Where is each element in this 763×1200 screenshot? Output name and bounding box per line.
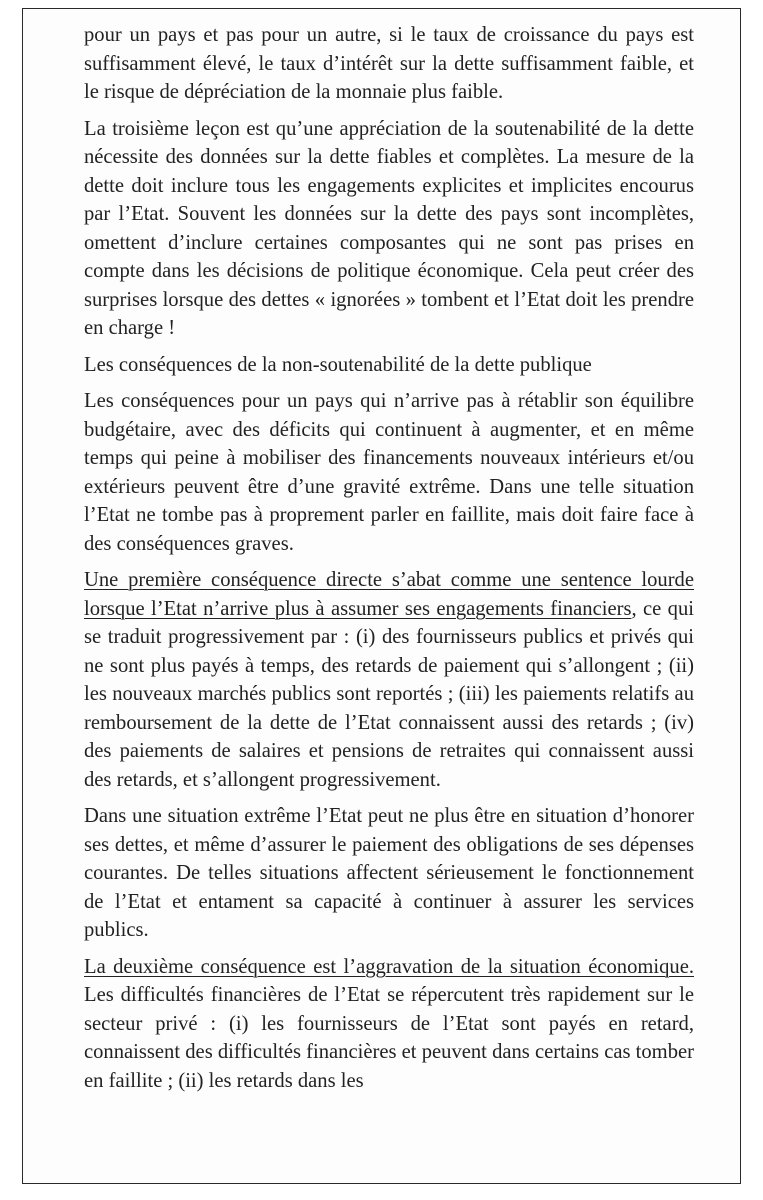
first-consequence-underlined: Une première conséquence directe s’abat comme une sentence lourde lorsque l’Etat n’arrive plus à assumer ses engagements financiers	[84, 569, 694, 620]
text-column	[84, 21, 694, 1103]
paragraph-extreme-situation: Dans une situation extrême l’Etat peut ne plus être en situation d’honorer ses dettes, et même d’assurer le paiement des obligations de ses dépenses courantes. De telles situations affectent sérieusement le fonctionnement de l’Etat et entament sa capacité à continuer à assurer les services publics.	[84, 805, 694, 941]
paragraph-second-consequence	[84, 953, 694, 1096]
paragraph-continuation: pour un pays et pas pour un autre, si le taux de croissance du pays est suffisamment élevé, le taux d’intérêt sur la dette suffisamment faible, et le risque de dépréciation de la monnaie plus faible.	[84, 24, 694, 103]
second-consequence-text: Les difficultés financières de l’Etat se répercutent très rapidement sur le secteur privé : (i) les fournisseurs de l’Etat sont payés en retard, connaissent des difficultés financières et peuvent dans certains cas tomber en faillite ; (ii) les retards dans les	[84, 984, 694, 1092]
section-heading: Les conséquences de la non-soutenabilité de la dette publique	[84, 353, 592, 376]
paragraph-first-consequence	[84, 566, 694, 794]
first-consequence-text: , ce qui se traduit progressivement par : (i) des fournisseurs publics et privés qui ne sont plus payés à temps, des retards de paiement qui s’allongent ; (ii) les nouveaux marchés publics sont reportés ; (iii) les paiements relatifs au remboursement de la dette de l’Etat connaissent aussi des retards ; (iv) des paiements de salaires et pensions de retraites qui connaissent aussi des retards, et s’allongent progressivement.	[84, 597, 694, 791]
page-frame	[22, 8, 741, 1184]
paragraph-consequences-intro: Les conséquences pour un pays qui n’arrive pas à rétablir son équilibre budgétaire, avec des déficits qui continuent à augmenter, et en même temps qui peine à mobiliser des financements nouveaux intérieurs et/ou extérieurs peuvent être d’une gravité extrême. Dans une telle situation l’Etat ne tombe pas à proprement parler en faillite, mais doit faire face à des conséquences graves.	[84, 390, 694, 555]
paragraph-third-lesson: La troisième leçon est qu’une appréciation de la soutenabilité de la dette nécessite des données sur la dette fiables et complètes. La mesure de la dette doit inclure tous les engagements explicites et implicites encourus par l’Etat. Souvent les données sur la dette des pays sont incomplètes, omettent d’inclure certaines composantes qui ne sont pas prises en compte dans les décisions de politique économique. Cela peut créer des surprises lorsque des dettes « ignorées » tombent et l’Etat doit les prendre en charge !	[84, 117, 694, 339]
second-consequence-underlined: La deuxième conséquence est l’aggravation de la situation économique.	[84, 955, 694, 978]
